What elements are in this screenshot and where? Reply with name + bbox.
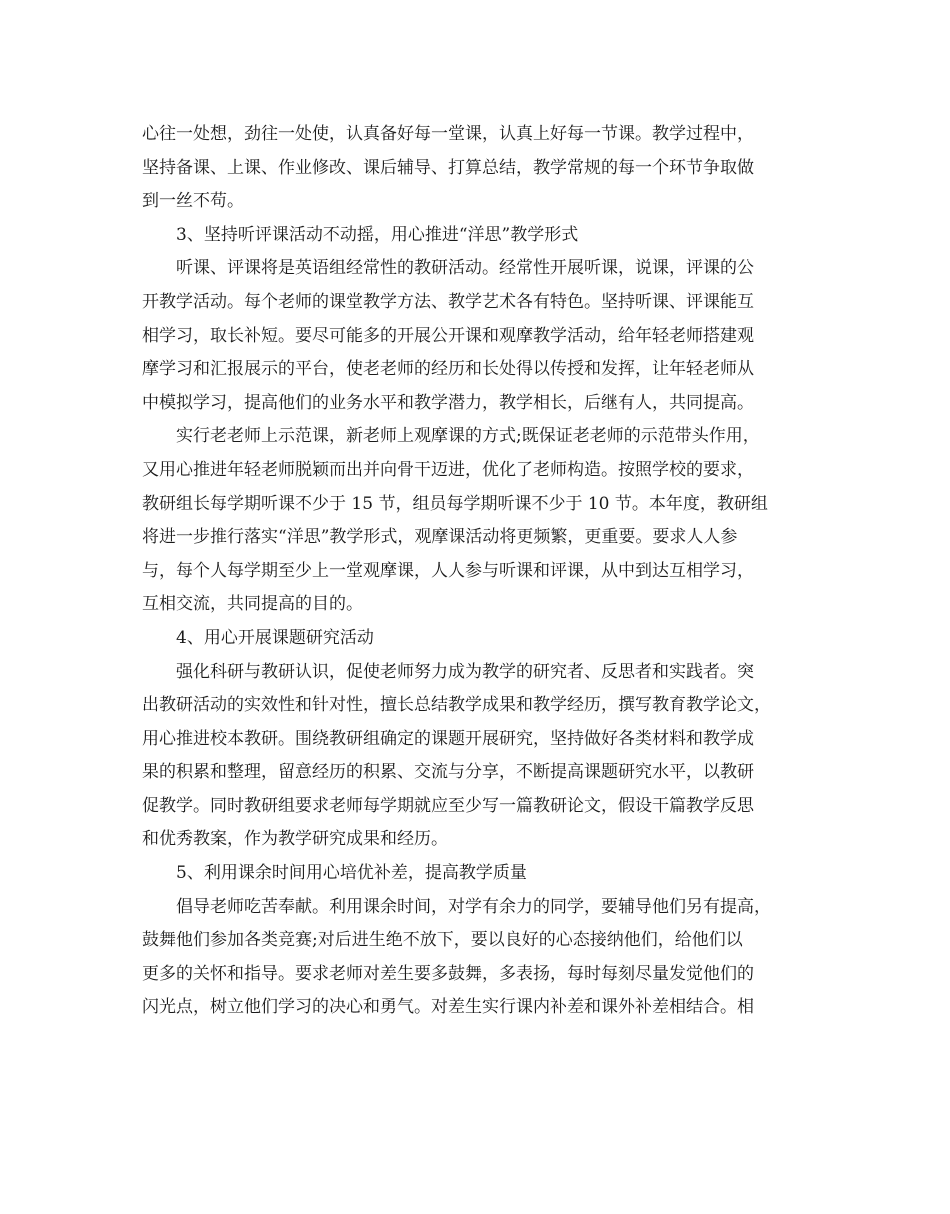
text-line: 倡导老师吃苦奉献。利用课余时间，对学有余力的同学，要辅导他们另有提高， — [176, 896, 771, 917]
text-line: 摩学习和汇报展示的平台，使老老师的经历和长处得以传授和发挥，让年轻老师从 — [142, 359, 754, 380]
text-line: 中模拟学习，提高他们的业务水平和教学潜力，教学相长，后继有人，共同提高。 — [142, 392, 754, 413]
text-line: 与，每个人每学期至少上一堂观摩课，人人参与听课和评课，从中到达互相学习， — [142, 560, 754, 581]
text-line: 用心推进校本教研。围绕教研组确定的课题开展研究，坚持做好各类材料和教学成 — [142, 728, 754, 749]
text-line: 果的积累和整理，留意经历的积累、交流与分享，不断提高课题研究水平，以教研 — [142, 762, 754, 783]
text-line: 5、利用课余时间用心培优补差，提高教学质量 — [176, 863, 527, 884]
text-line: 将进一步推行落实“洋思”教学形式，观摩课活动将更频繁，更重要。要求人人参 — [142, 527, 738, 548]
text-line: 听课、评课将是英语组经常性的教研活动。经常性开展听课，说课，评课的公 — [176, 258, 754, 279]
text-line: 3、坚持听评课活动不动摇，用心推进“洋思”教学形式 — [176, 224, 579, 245]
text-line: 闪光点，树立他们学习的决心和勇气。对差生实行课内补差和课外补差相结合。相 — [142, 997, 754, 1018]
text-line: 强化科研与教研认识，促使老师努力成为教学的研究者、反思者和实践者。突 — [176, 661, 754, 682]
text-line: 出教研活动的实效性和针对性，擅长总结教学成果和教学经历，撰写教育教学论文， — [142, 695, 771, 716]
text-line: 开教学活动。每个老师的课堂教学方法、教学艺术各有特色。坚持听课、评课能互 — [142, 291, 754, 312]
text-line: 实行老老师上示范课，新老师上观摩课的方式;既保证老老师的示范带头作用， — [176, 426, 760, 447]
text-line: 互相交流，共同提高的目的。 — [142, 594, 363, 615]
text-line: 和优秀教案，作为教学研究成果和经历。 — [142, 829, 448, 850]
text-line: 坚持备课、上课、作业修改、课后辅导、打算总结，教学常规的每一个环节争取做 — [142, 157, 754, 178]
text-line: 4、用心开展课题研究活动 — [176, 627, 374, 648]
text-line: 心往一处想，劲往一处使，认真备好每一堂课，认真上好每一节课。教学过程中， — [142, 124, 754, 144]
text-line: 教研组长每学期听课不少于 15 节，组员每学期听课不少于 10 节。本年度，教研组 — [142, 493, 768, 514]
document-body — [142, 118, 822, 1025]
text-line: 又用心推进年轻老师脱颖而出并向骨干迈进，优化了老师构造。按照学校的要求， — [142, 459, 754, 480]
text-line: 相学习，取长补短。要尽可能多的开展公开课和观摩教学活动，给年轻老师搭建观 — [142, 325, 754, 346]
text-line: 鼓舞他们参加各类竞赛;对后进生绝不放下，要以良好的心态接纳他们，给他们以 — [142, 930, 743, 951]
text-line: 到一丝不苟。 — [142, 191, 244, 212]
text-line: 促教学。同时教研组要求老师每学期就应至少写一篇教研论文，假设干篇教学反思 — [142, 795, 754, 816]
text-line: 更多的关怀和指导。要求老师对差生要多鼓舞，多表扬，每时每刻尽量发觉他们的 — [142, 963, 754, 984]
